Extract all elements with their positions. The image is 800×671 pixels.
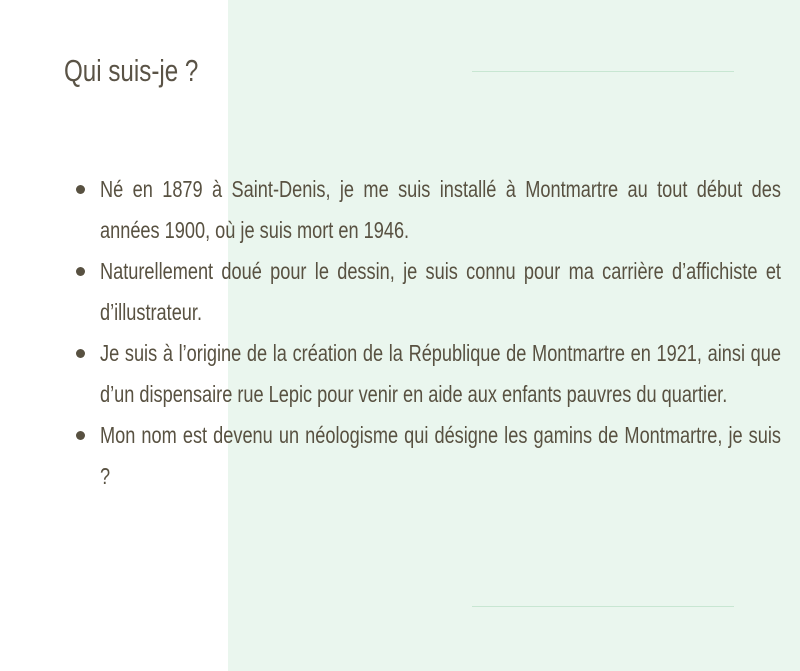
list-item-text: Naturellement doué pour le dessin, je suis connu pour ma carrière d’affichiste et d’illustrateur.	[100, 258, 781, 325]
page-title: Qui suis-je ?	[64, 53, 199, 88]
list-item	[70, 251, 780, 333]
list-item	[70, 415, 780, 497]
clue-list	[70, 169, 780, 497]
bullet-icon	[76, 185, 85, 194]
list-item	[70, 333, 780, 415]
bullet-icon	[76, 349, 85, 358]
bottom-divider	[472, 606, 734, 607]
list-item-text: Mon nom est devenu un néologisme qui désigne les gamins de Montmartre, je suis ?	[100, 422, 781, 489]
bullet-icon	[76, 431, 85, 440]
top-divider	[472, 71, 734, 72]
list-item-text: Je suis à l’origine de la création de la République de Montmartre en 1921, ainsi que d’un dispensaire rue Lepic pour venir en aide aux enfants pauvres du quartier.	[100, 340, 781, 407]
bullet-icon	[76, 267, 85, 276]
list-item-text: Né en 1879 à Saint-Denis, je me suis installé à Montmartre au tout début des années 1900, où je suis mort en 1946.	[100, 176, 781, 243]
list-item	[70, 169, 780, 251]
